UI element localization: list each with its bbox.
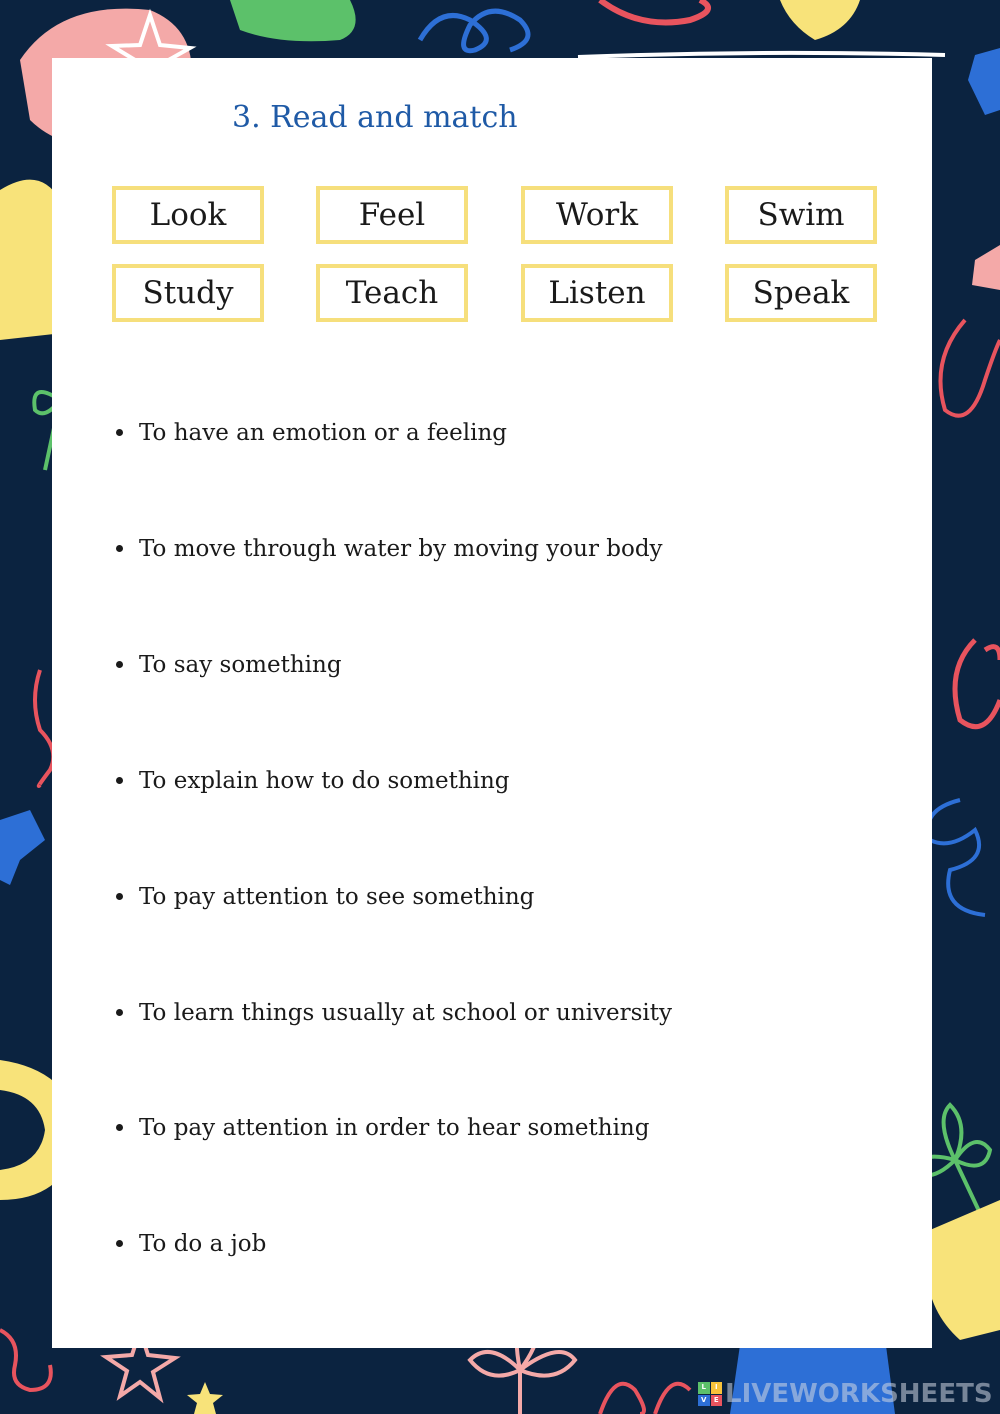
definition-text: To move through water by moving your body: [139, 536, 663, 562]
definition-text: To pay attention in order to hear something: [139, 1115, 650, 1141]
red-scribble-shape: [600, 1384, 690, 1414]
definition-item[interactable]: [116, 645, 342, 685]
pink-blob-shape: [972, 245, 1000, 290]
definition-item[interactable]: [116, 413, 507, 453]
definition-item[interactable]: [116, 529, 663, 569]
word-box-look[interactable]: Look: [112, 186, 264, 244]
white-brush-stroke: [578, 53, 945, 57]
bullet-icon: [116, 661, 123, 668]
yellow-star-icon: [187, 1382, 223, 1414]
green-blob-shape: [230, 0, 356, 41]
definition-item[interactable]: [116, 1224, 266, 1264]
pink-squiggle-shape: [0, 1330, 51, 1390]
liveworksheets-logo: [698, 1378, 993, 1410]
pink-squiggle-shape: [35, 670, 53, 786]
red-scribble-shape: [600, 0, 708, 23]
word-box-feel[interactable]: Feel: [316, 186, 468, 244]
bullet-icon: [116, 545, 123, 552]
definition-text: To pay attention to see something: [139, 884, 535, 910]
bullet-icon: [116, 1009, 123, 1016]
word-box-work[interactable]: Work: [521, 186, 673, 244]
word-box-study[interactable]: Study: [112, 264, 264, 322]
page-title: 3. Read and match: [232, 100, 518, 135]
red-scribble-shape: [955, 640, 1000, 727]
worksheet-page: [52, 58, 932, 1348]
word-box-listen[interactable]: Listen: [521, 264, 673, 322]
definition-item[interactable]: [116, 993, 672, 1033]
word-box-speak[interactable]: Speak: [725, 264, 877, 322]
definition-text: To learn things usually at school or university: [139, 1000, 672, 1026]
liveworksheets-mark-icon: L I V E: [698, 1382, 722, 1406]
definition-item[interactable]: [116, 761, 510, 801]
blue-block-shape: [0, 810, 45, 885]
blue-swirl-shape: [928, 800, 985, 915]
definition-item[interactable]: [116, 877, 534, 917]
definition-text: To do a job: [139, 1231, 267, 1257]
blue-swirl-shape: [420, 11, 528, 51]
definition-text: To explain how to do something: [139, 768, 510, 794]
bullet-icon: [116, 429, 123, 436]
definition-item[interactable]: [116, 1108, 649, 1148]
yellow-blob-shape: [780, 0, 860, 40]
bullet-icon: [116, 777, 123, 784]
yellow-blob-shape: [926, 1200, 1000, 1340]
bullet-icon: [116, 893, 123, 900]
word-box-swim[interactable]: Swim: [725, 186, 877, 244]
word-box-teach[interactable]: Teach: [316, 264, 468, 322]
bullet-icon: [116, 1240, 123, 1247]
definition-text: To have an emotion or a feeling: [139, 420, 507, 446]
blue-block-shape: [968, 48, 1000, 115]
definition-text: To say something: [139, 652, 342, 678]
bullet-icon: [116, 1124, 123, 1131]
watermark-text: LIVEWORKSHEETS: [725, 1379, 993, 1409]
red-scribble-shape: [941, 320, 1000, 416]
